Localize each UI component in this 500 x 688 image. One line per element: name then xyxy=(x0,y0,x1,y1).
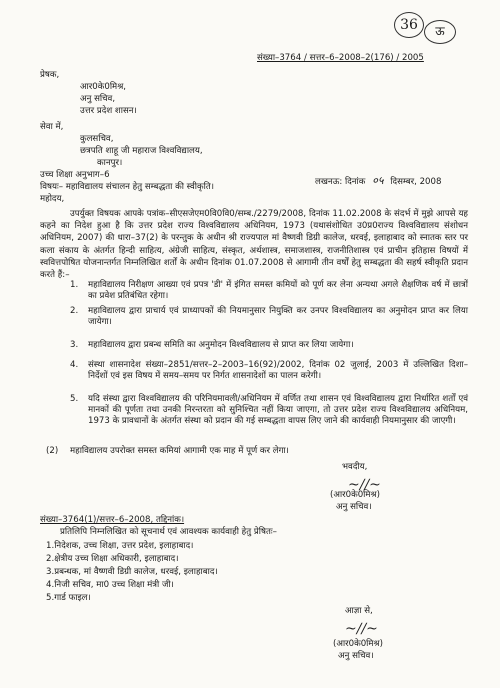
signature2-scribble: ~∕∕~ xyxy=(345,621,378,637)
condition-item: महाविद्यालय निरीक्षण आख्या एवं प्रपत्र 'डी' में इंगित समस्त कमियों को पूर्ण कर लेना अन्यथा अगले शैक्षणिक वर्ष में छात्रों का प्रवेश प्रतिबंधित रहेगा। xyxy=(88,280,468,302)
condition-number: 5. xyxy=(70,394,79,404)
condition-item: महाविद्यालय द्वारा प्राचार्य एवं प्राध्यापकों की नियमानुसार नियुक्ति कर उनपर विश्वविद्यालय का अनुमोदन प्राप्त कर लिया जायेगा। xyxy=(88,306,468,328)
recipient-city: कानपुर। xyxy=(97,158,123,168)
condition-item: संस्था शासनादेश संख्या–2851/सत्तर–2–2003–16(92)/2002, दिनांक 02 जुलाई, 2003 में उल्लिखित दिशा–निर्देशों एवं इस विषय में समय–समय पर निर्गत शासनादेशों का पालन करेगी। xyxy=(88,360,468,382)
signature2-name: (आर0के0मिश्र) xyxy=(333,639,383,649)
body-paragraph: उपर्युक्त विषयक आपके पत्रांक–सीएसजेएम0वि0वि0/सम्ब./2279/2008, दिनांक 11.02.2008 के संदर्भ में मुझे आपसे यह कहने का निदेश हुआ है कि उत्तर प्रदेश राज्य विश्वविद्यालय अधिनियम, 1973 (यथासंशोधित उ0प्र0राज्य विश्वविद्यालय संशोधन अधिनियम, 2007) की धारा–37(2) के परन्तुक के अधीन श्री राज्यपाल मां वैष्णवी डिग्री कालेज, धरवई, इलाहाबाद को स्नातक स्तर पर कला संकाय के अंतर्गत हिन्दी साहित्य, अंग्रेजी साहित्य, संस्कृत, अर्थशास्त्र, समाजशास्त्र, राजनीतिशास्त्र एवं प्राचीन इतिहास विषयों में स्ववित्तपोषित योजनान्तर्गत निम्नलिखित शर्तों के अधीन दिनांक 01.07.2008 से आगामी तीन वर्षों हेतु सम्बद्धता की सहर्ष स्वीकृति प्रदान करते हैं:– xyxy=(40,209,468,281)
signature2-designation: अनु सचिव। xyxy=(338,651,374,661)
page-number-circle xyxy=(394,12,424,38)
para2-text: महाविद्यालय उपरोक्त समस्त कमियां आगामी एक माह में पूर्ण कर लेगा। xyxy=(70,446,289,456)
condition-number: 3. xyxy=(70,340,79,350)
page-number: 36 xyxy=(400,16,418,33)
para2-number: (2) xyxy=(46,446,59,456)
date-place: लखनऊ: दिनांक xyxy=(315,177,366,187)
sender-label: प्रेषक, xyxy=(40,70,60,80)
signature-name: (आर0के0मिश्र) xyxy=(330,490,380,500)
condition-number: 1. xyxy=(70,280,79,290)
sender-office: उत्तर प्रदेश शासन। xyxy=(80,106,137,116)
condition-number: 2. xyxy=(70,306,79,316)
recipient-org: छत्रपति शाहू जी महाराज विश्वविद्यालय, xyxy=(80,146,203,156)
reference-number: संख्या–3764 / सत्तर–6–2008–2(176) / 2005 xyxy=(257,53,424,63)
signature2-closing: आज्ञा से, xyxy=(345,606,373,616)
copy-item: 3.प्रबन्धक, मां वैष्णवी डिग्री कालेज, धरवई, इलाहाबाद। xyxy=(46,567,218,577)
copy-reference: संख्या–3764(1)/सत्तर–6–2008, तद्दिनांक। xyxy=(40,515,185,525)
recipient-designation: कुलसचिव, xyxy=(80,134,114,144)
letter-date xyxy=(315,174,441,188)
signature-closing: भवदीय, xyxy=(342,462,368,472)
subject-text: महाविद्यालय संचालन हेतु सम्बद्धता की स्वीकृति। xyxy=(65,182,214,192)
copy-item: 5.गार्ड फाइल। xyxy=(46,593,91,603)
subject-line xyxy=(40,182,214,193)
salutation: महोदय, xyxy=(40,194,65,204)
sender-name: आर0के0मिश्र, xyxy=(80,82,127,92)
date-month-year: दिसम्बर, 2008 xyxy=(390,177,442,187)
condition-item: महाविद्यालय द्वारा प्रबन्ध समिति का अनुमोदन विश्वविद्यालय से प्राप्त कर लिया जायेगा। xyxy=(88,340,354,350)
date-day: ०५ xyxy=(372,174,384,187)
signature-designation: अनु सचिव। xyxy=(336,502,372,512)
section-name: उच्च शिक्षा अनुभाग–6 xyxy=(40,170,110,180)
copy-item: 2.क्षेत्रीय उच्च शिक्षा अधिकारी, इलाहाबाद। xyxy=(46,554,179,564)
condition-number: 4. xyxy=(70,360,79,370)
sender-designation: अनु सचिव, xyxy=(80,94,116,104)
condition-item: यदि संस्था द्वारा विश्वविद्यालय की परिनियमावली/अधिनियम में वर्णित तथा शासन एवं विश्वविद्यालय द्वारा निर्धारित शर्तों एवं मानकों की पूर्णता तथा उनकी निरन्तरता को सुनिश्चित नहीं किया जाएगा, तो उत्तर प्रदेश राज्य विश्वविद्यालय अधिनियम, 1973 के प्रावधानों के अंतर्गत संस्था को प्रदान की गई सम्बद्धता वापस लिए जाने की कार्यवाही नियमानुसार की जाएगी। xyxy=(88,394,468,427)
copy-intro: प्रतिलिपि निम्नलिखित को सूचनार्थ एवं आवश्यक कार्यवाही हेतु प्रेषितः– xyxy=(60,527,277,537)
copy-item: 1.निदेशक, उच्च शिक्षा, उत्तर प्रदेश, इलाहाबाद। xyxy=(46,541,194,551)
copy-item: 4.निजी सचिव, मा0 उच्च शिक्षा मंत्री जी। xyxy=(46,580,174,590)
subject-label: विषयः– xyxy=(40,182,63,192)
signature-scribble: ~∕∕~ xyxy=(348,477,381,493)
recipient-label: सेवा में, xyxy=(40,122,64,132)
scribble-mark: ऊ xyxy=(424,20,456,44)
